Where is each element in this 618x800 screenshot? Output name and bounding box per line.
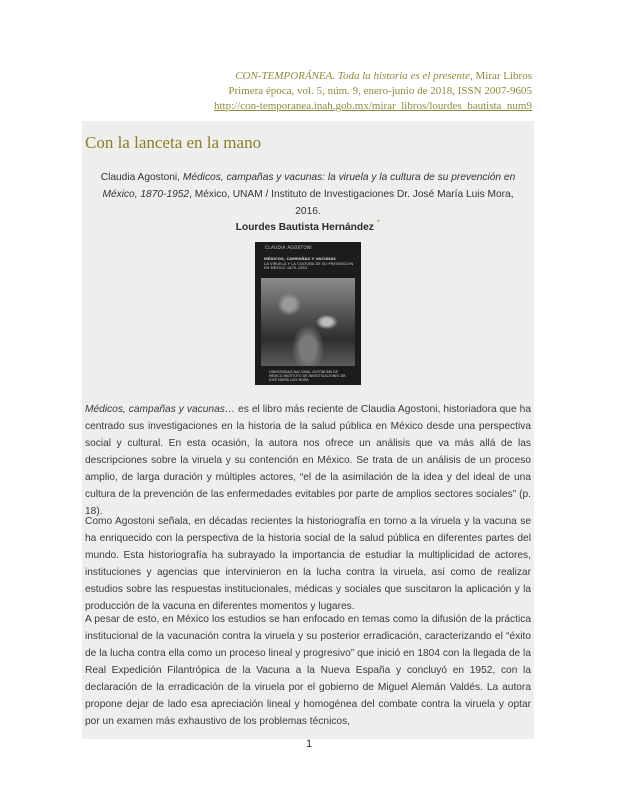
page-number: 1 bbox=[305, 738, 313, 750]
citation-publisher: , México, UNAM / Instituto de Investigaciones Dr. José María Luis Mora, 2016. bbox=[189, 189, 514, 217]
journal-section: Mirar Libros bbox=[475, 70, 532, 82]
book-cover-image bbox=[255, 242, 361, 385]
paragraph-text: es el libro más reciente de Claudia Agostoni, historiadora que ha centrado sus investigaciones en la historia de la salud pública en México desde una perspectiva social y cultural. En esta ocasión, la autora nos ofrece un análisis que va más allá de las descripciones sobre la viruela y su contención en México. Se trata de un análisis de un proceso amplio, de larga duración y múltiples actores, “el de la asimilación de la idea y del ideal de una cultura de la prevención de las enfermedades evitables por parte de amplios sectores sociales” (p. 18). bbox=[85, 404, 531, 517]
article-panel bbox=[82, 121, 534, 739]
journal-name: CON-TEMPORÁNEA. bbox=[235, 70, 336, 82]
journal-line bbox=[214, 69, 532, 84]
citation-book-title: Médicos, campañas y vacunas: la viruela y la cultura de su prevención en México, 1870-1952 bbox=[102, 172, 516, 200]
reviewer-label: Lourdes Bautista Hernández bbox=[235, 222, 374, 233]
body-paragraph bbox=[85, 401, 531, 520]
cover-footer: UNIVERSIDAD NACIONAL AUTÓNOMA DE MÉXICO INSTITUTO DE INVESTIGACIONES DR. JOSÉ MARÍA LUIS MORA bbox=[269, 370, 347, 382]
footnote-marker[interactable]: * bbox=[376, 217, 381, 228]
book-citation bbox=[92, 169, 524, 220]
journal-issue: Primera época, vol. 5, núm. 9, enero-junio de 2018, ISSN 2007-9605 bbox=[228, 85, 532, 97]
paragraph-lead: Médicos, campañas y vacunas… bbox=[85, 404, 236, 415]
cover-photograph bbox=[261, 278, 355, 366]
journal-url-link[interactable]: http://con-temporanea.inah.gob.mx/mirar_libros/lourdes_bautista_num9 bbox=[213, 100, 532, 112]
cover-subtitle: LA VIRUELA Y LA CULTURA DE SU PREVENCIÓN EN MÉXICO 1870-1952 bbox=[264, 261, 354, 271]
journal-header bbox=[214, 69, 532, 114]
reviewer-name bbox=[82, 217, 534, 233]
cover-author: CLAUDIA AGOSTONI bbox=[265, 245, 312, 250]
journal-slogan: Toda la historia es el presente, bbox=[337, 70, 473, 82]
body-paragraph: Como Agostoni señala, en décadas recientes la historiografía en torno a la viruela y la vacuna se ha enriquecido con la perspectiva de la historia social de la salud pública en diferentes partes del mundo. Esta historiografía ha subrayado la importancia de estudiar la multiplicidad de actores, instituciones y agencias que intervinieron en la lucha contra la viruela, así como de realizar estudios sobre las respuestas institucionales, médicas y sociales que suscitaron la aplicación y la producción de la vacuna en diferentes momentos y lugares. bbox=[85, 516, 531, 612]
cover-title: MÉDICOS, CAMPAÑAS Y VACUNAS bbox=[264, 256, 336, 261]
article-title: Con la lanceta en la mano bbox=[85, 133, 262, 152]
body-paragraph: A pesar de esto, en México los estudios se han enfocado en temas como la difusión de la práctica institucional de la vacunación contra la viruela y su posterior erradicación, caracterizando el “éxito de la lucha contra ella como un proceso lineal y progresivo” que inició en 1804 con la llegada de la Real Expedición Filantrópica de la Vacuna a la Nueva España y concluyó en 1952, con la declaración de la erradicación de la viruela por el gobierno de Miguel Alemán Valdés. La autora propone dejar de lado esa apreciación lineal y homogénea del combate contra la viruela y optar por un examen más exhaustivo de los problemas técnicos, bbox=[85, 614, 531, 727]
citation-author: Claudia Agostoni, bbox=[100, 172, 181, 183]
